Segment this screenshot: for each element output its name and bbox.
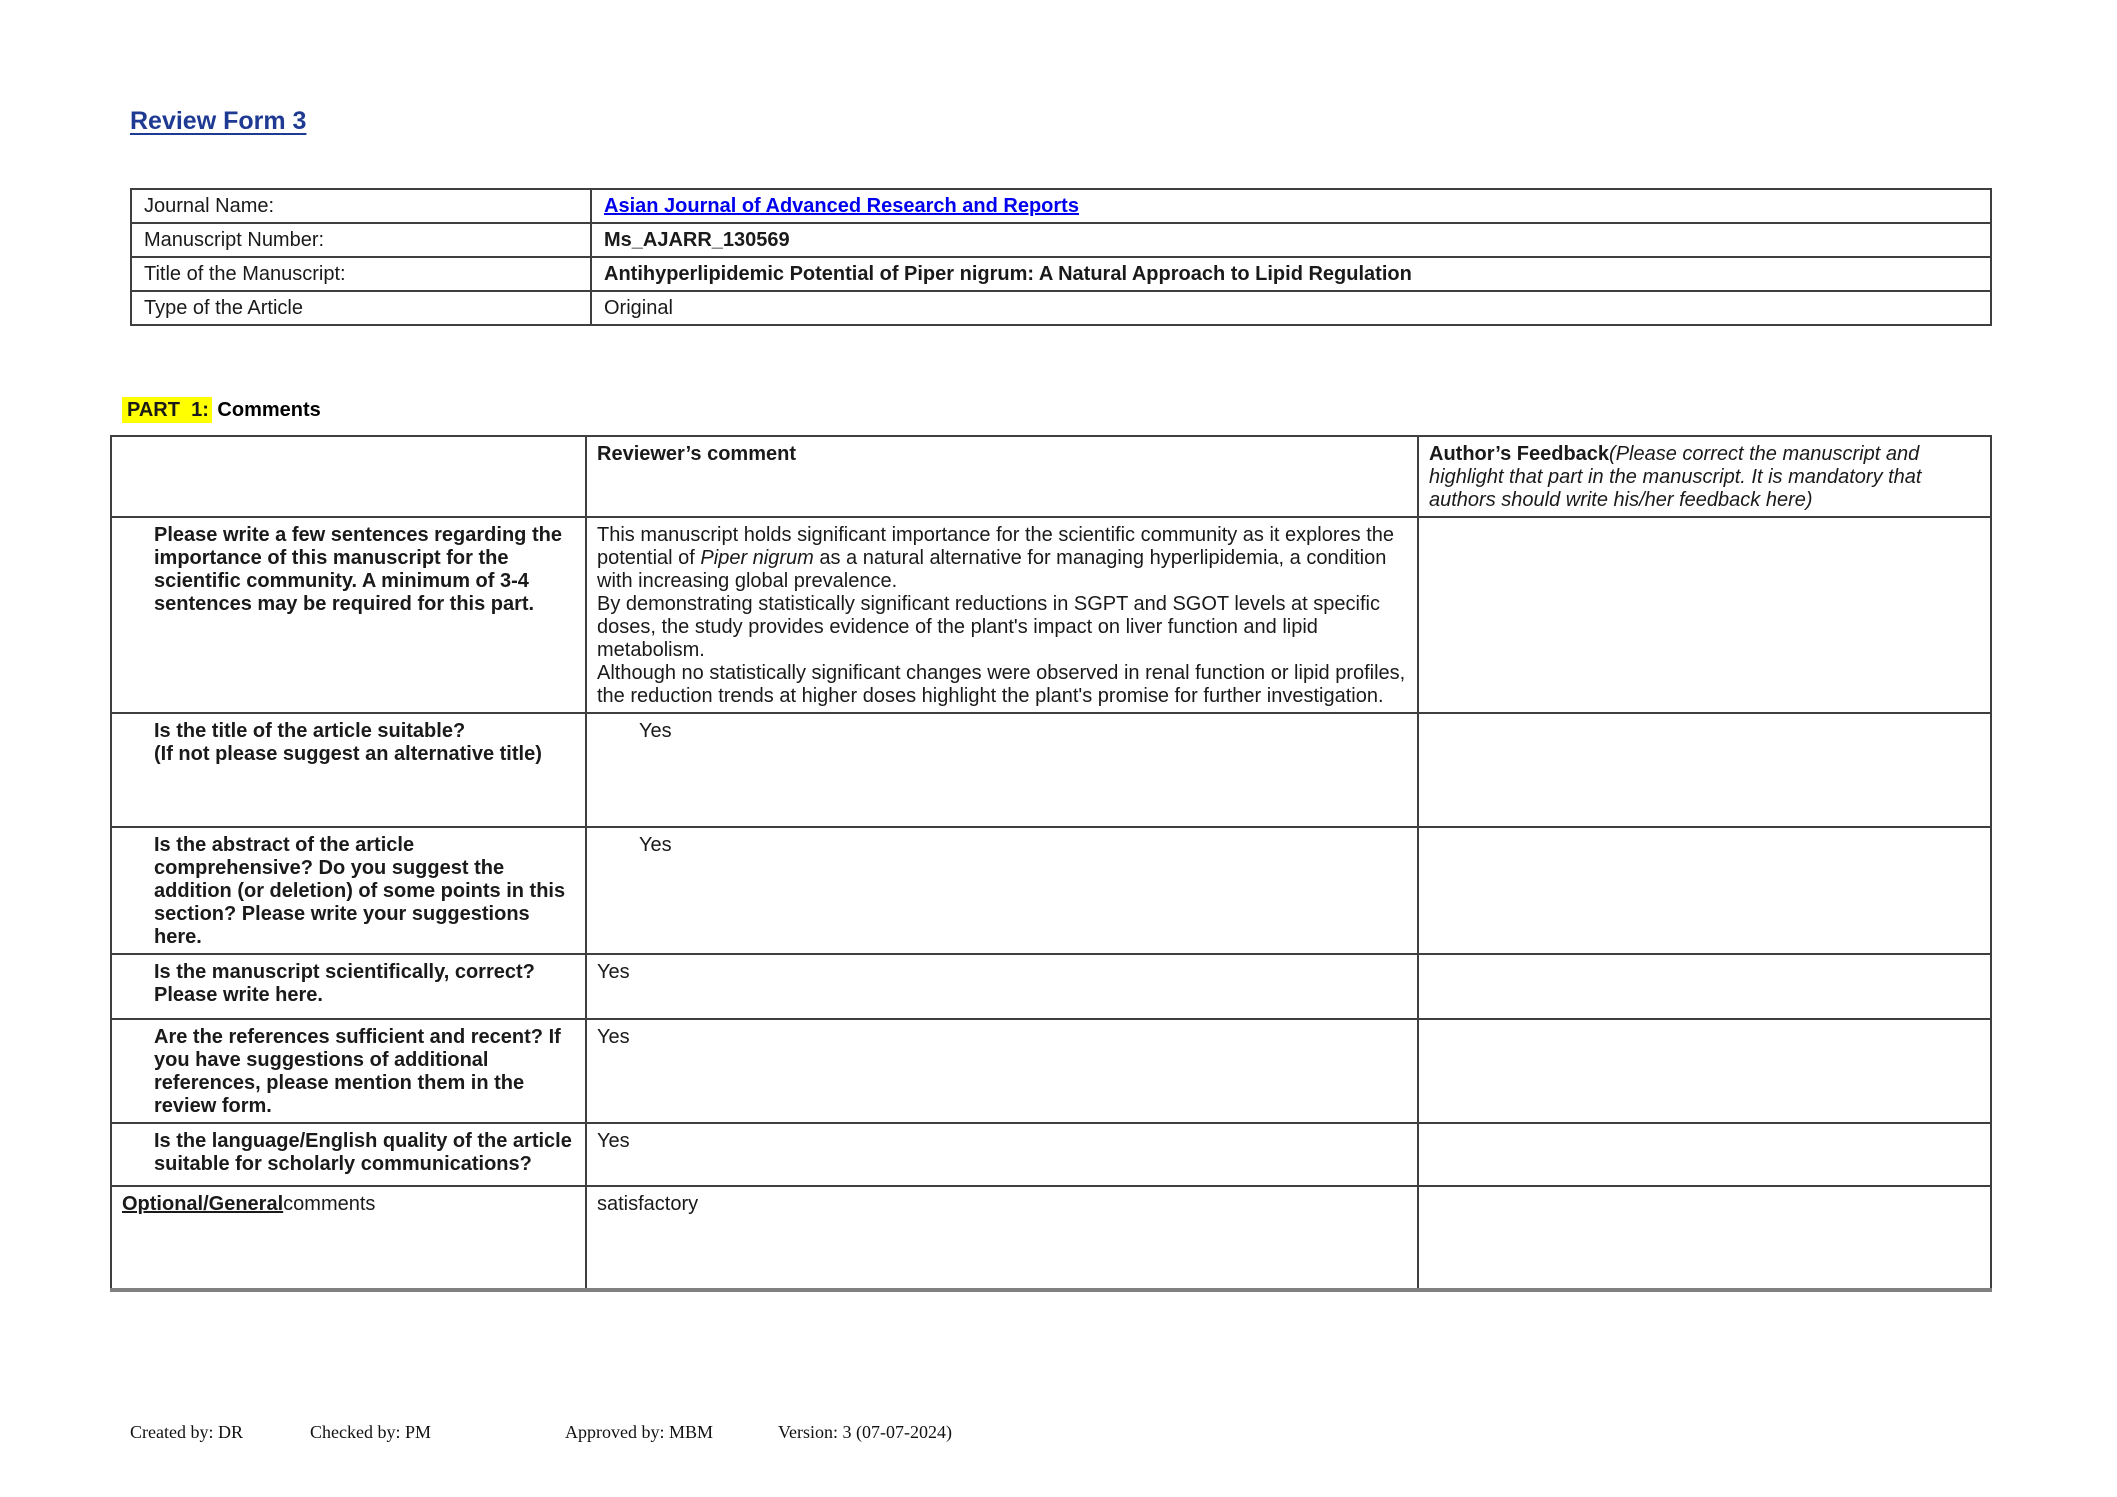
question-optional-comments [111, 1186, 586, 1290]
comment-language: Yes [586, 1123, 1418, 1186]
comment-paragraph: This manuscript holds significant importance for the scientific community as it explores the potential of Piper nigrum as a natural alternative for managing hyperlipidemia, a condition with increasing global prevalence. [597, 524, 1395, 592]
manuscript-title-value: Antihyperlipidemic Potential of Piper nigrum: A Natural Approach to Lipid Regulation [591, 257, 1991, 291]
footer-created-by: Created by: DR [130, 1422, 243, 1442]
feedback-scientific[interactable] [1418, 954, 1991, 1019]
table-row [111, 1123, 1991, 1186]
footer-version: Version: 3 (07-07-2024) [778, 1422, 952, 1442]
feedback-optional[interactable] [1418, 1186, 1991, 1290]
comment-title-suitable: Yes [586, 713, 1418, 827]
table-row [111, 713, 1991, 827]
comments-table [110, 435, 1992, 1292]
manuscript-meta-table [130, 188, 1992, 326]
feedback-references[interactable] [1418, 1019, 1991, 1123]
comment-abstract: Yes [586, 827, 1418, 954]
species-name: Piper nigrum [700, 547, 814, 569]
footer-approved-by: Approved by: MBM [565, 1422, 713, 1442]
table-row [111, 827, 1991, 954]
question-importance: Please write a few sentences regarding the importance of this manuscript for the scientific community. A minimum of 3-4 sentences may be required for this part. [111, 517, 586, 713]
comment-references: Yes [586, 1019, 1418, 1123]
feedback-language[interactable] [1418, 1123, 1991, 1186]
table-row [111, 1019, 1991, 1123]
part1-badge: PART 1: [122, 397, 212, 423]
part1-heading-text: Comments [211, 399, 321, 421]
table-row [131, 257, 1991, 291]
author-feedback-note: (Please correct the manuscript and highlight that part in the manuscript. It is mandatory that authors should write his/her feedback here) [1429, 443, 1922, 511]
table-row [111, 517, 1991, 713]
table-row [131, 291, 1991, 325]
author-feedback-title: Author’s Feedback [1429, 443, 1610, 465]
question-scientific: Is the manuscript scientifically, correct? Please write here. [111, 954, 586, 1019]
page-title: Review Form 3 [130, 107, 307, 135]
question-references: Are the references sufficient and recent? If you have suggestions of additional references, please mention them in the review form. [111, 1019, 586, 1123]
journal-name-link[interactable]: Asian Journal of Advanced Research and Reports [604, 195, 1079, 217]
optional-general-label: Optional/General [122, 1193, 284, 1215]
question-language: Is the language/English quality of the article suitable for scholarly communications? [111, 1123, 586, 1186]
journal-name-label: Journal Name: [131, 189, 591, 223]
comment-importance [586, 517, 1418, 713]
feedback-importance[interactable] [1418, 517, 1991, 713]
question-abstract: Is the abstract of the article comprehensive? Do you suggest the addition (or deletion) of some points in this section? Please write your suggestions here. [111, 827, 586, 954]
optional-comments-label: comments [283, 1193, 376, 1215]
footer-checked-by: Checked by: PM [310, 1422, 431, 1442]
manuscript-number-value: Ms_AJARR_130569 [591, 223, 1991, 257]
feedback-abstract[interactable] [1418, 827, 1991, 954]
article-type-value: Original [591, 291, 1991, 325]
article-type-label: Type of the Article [131, 291, 591, 325]
question-title-suitable: Is the title of the article suitable? (If not please suggest an alternative title) [111, 713, 586, 827]
table-row [111, 954, 1991, 1019]
table-row [131, 223, 1991, 257]
feedback-title-suitable[interactable] [1418, 713, 1991, 827]
comment-optional: satisfactory [586, 1186, 1418, 1290]
comment-paragraph: By demonstrating statistically significant reductions in SGPT and SGOT levels at specific doses, the study provides evidence of the plant's impact on liver function and lipid metabolism. [597, 593, 1380, 661]
table-row [131, 189, 1991, 223]
comment-scientific: Yes [586, 954, 1418, 1019]
header-reviewer-comment: Reviewer’s comment [586, 436, 1418, 517]
manuscript-number-label: Manuscript Number: [131, 223, 591, 257]
header-empty-cell [111, 436, 586, 517]
part1-heading [122, 399, 321, 422]
header-author-feedback [1418, 436, 1991, 517]
manuscript-title-label: Title of the Manuscript: [131, 257, 591, 291]
table-header-row [111, 436, 1991, 517]
comment-paragraph: Although no statistically significant changes were observed in renal function or lipid profiles, the reduction trends at higher doses highlight the plant's promise for further investigation. [597, 662, 1406, 707]
table-row [111, 1186, 1991, 1290]
